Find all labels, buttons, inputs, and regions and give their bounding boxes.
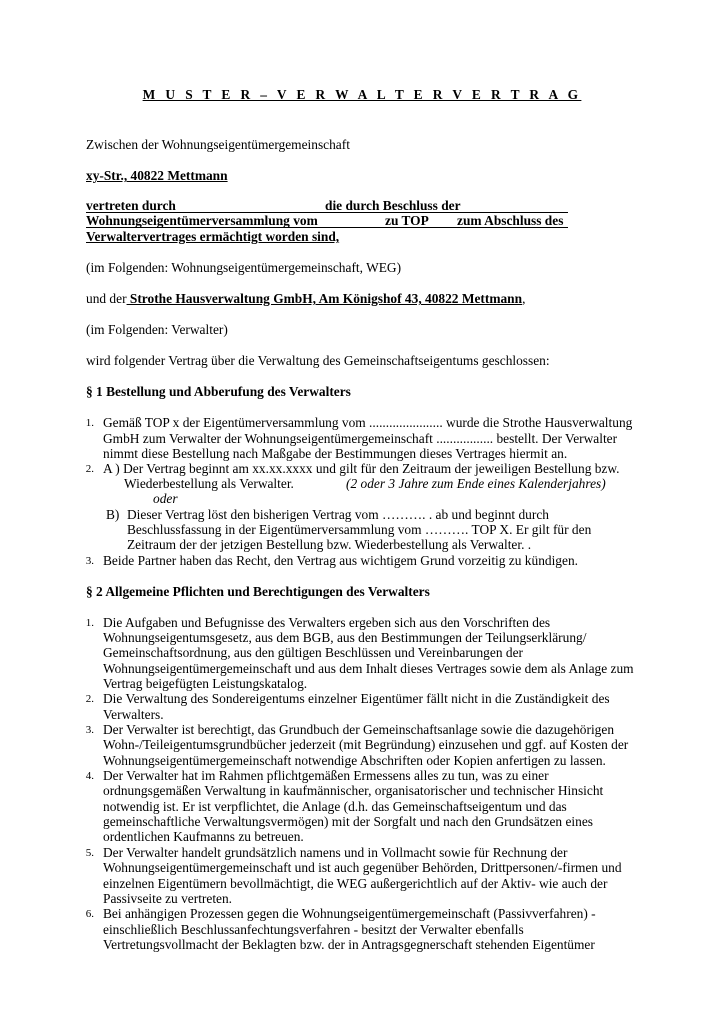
s2-item-number: 2. bbox=[85, 693, 94, 705]
folgend-verwalter: (im Folgenden: Verwalter) bbox=[86, 322, 228, 337]
vertreten-beschluss: die durch Beschluss der bbox=[325, 198, 461, 213]
s2-item-number: 1. bbox=[85, 617, 94, 629]
und-der-line bbox=[86, 291, 525, 306]
s2-item-line: Passivseite zu vertreten. bbox=[103, 891, 233, 906]
intro-between: Zwischen der Wohnungseigentümergemeinschaft bbox=[86, 137, 350, 152]
s2-item-line: notwendig ist. Er ist verpflichtet, die Anlage (d.h. das Gemeinschaftseigentum und das bbox=[103, 799, 567, 814]
s1-item-1-line-3: nimmt diese Bestellung nach Maßgabe der Bestimmungen dieses Vertrages hiermit an. bbox=[103, 446, 568, 461]
s1-item-2-number: 2. bbox=[85, 463, 94, 475]
section-2-heading: § 2 Allgemeine Pflichten und Berechtigungen des Verwalters bbox=[86, 584, 430, 599]
s1-item-2-note: (2 oder 3 Jahre zum Ende eines Kalenderjahres) bbox=[346, 476, 606, 491]
s1-item-3-number: 3. bbox=[85, 555, 94, 567]
top-label: zu TOP bbox=[385, 213, 429, 228]
s2-item-line: einzelnen Eigentümern bevollmächtigt, die WEG außergerichtlich auf der Aktiv- wie auch der bbox=[103, 876, 608, 891]
s2-item-line: einschließlich Beschlussanfechtungsverfahren - besitzt der Verwalter ebenfalls bbox=[103, 922, 524, 937]
s2-item-line: Wohnungseigentümergemeinschaft und aus dem Inhalt dieses Vertrages sowie dem als Anlage zum bbox=[103, 661, 634, 676]
s2-item-number: 4. bbox=[85, 770, 94, 782]
versammlung-label: Wohnungseigentümerversammlung vom bbox=[86, 213, 318, 228]
vertreten-line-1 bbox=[86, 198, 568, 213]
s2-item-line: ordnungsgemäßen Verwaltung in kaufmännischer, organisatorischer und technischer Hinsicht bbox=[103, 783, 604, 798]
s2-item-line: gemeinschaftliche Verwaltungsvermögen) mit der Sorgfalt und nach den Grundsätzen eines bbox=[103, 814, 593, 829]
s2-item-line: Der Verwalter hat im Rahmen pflichtgemäßen Ermessens alles zu tun, was zu einer bbox=[103, 768, 549, 783]
s2-item-line: Gemeinschaftsordnung, aus den gültigen Beschlüssen und Vereinbarungen der bbox=[103, 645, 523, 660]
vertrag-sentence: wird folgender Vertrag über die Verwaltung des Gemeinschaftseigentums geschlossen: bbox=[86, 353, 550, 368]
s2-item-line: Verwalters. bbox=[103, 707, 164, 722]
vertreten-line-3: Verwaltervertrages ermächtigt worden sind, bbox=[86, 229, 340, 244]
s2-item-line: Bei anhängigen Prozessen gegen die Wohnungseigentümergemeinschaft (Passivverfahren) - bbox=[103, 906, 596, 921]
s1-item-3-line-1: Beide Partner haben das Recht, den Vertrag aus wichtigem Grund vorzeitig zu kündigen. bbox=[103, 553, 578, 568]
s2-item-line: Vertrag beigefügten Leistungskatalog. bbox=[103, 676, 308, 691]
s1-item-2-line-1: A ) Der Vertrag beginnt am xx.xx.xxxx und gilt für den Zeitraum der jeweiligen Bestellung bzw. bbox=[103, 461, 620, 476]
s1-item-1-line-1: Gemäß TOP x der Eigentümerversammlung vom ...................... wurde die Strothe Hausverwaltung bbox=[103, 415, 633, 430]
s2-item-line: Die Aufgaben und Befugnisse des Verwalters ergeben sich aus den Vorschriften des bbox=[103, 615, 551, 630]
s1-item-2-oder: oder bbox=[153, 491, 178, 506]
vertreten-label: vertreten durch bbox=[86, 198, 176, 213]
s1-item-2-b-line-2: Beschlussfassung in der Eigentümerversammlung vom ………. TOP X. Er gilt für den bbox=[127, 522, 592, 537]
document-title: M U S T E R – V E R W A L T E R V E R T R A G bbox=[142, 87, 582, 102]
firm-name: Strothe Hausverwaltung GmbH, Am Königshof 43, 40822 Mettmann bbox=[126, 291, 523, 306]
abschluss-label: zum Abschluss des bbox=[457, 213, 564, 228]
intro-address: xy-Str., 40822 Mettmann bbox=[86, 168, 228, 183]
s2-item-line: Wohnungseigentümergemeinschaft notwendige Abschriften oder Kopien anfertigen zu lassen. bbox=[103, 753, 606, 768]
s2-item-line: Die Verwaltung des Sondereigentums einzelner Eigentümer fällt nicht in die Zuständigkeit des bbox=[103, 691, 610, 706]
s1-item-2-b-label: B) bbox=[106, 507, 120, 522]
s2-item-line: Der Verwalter ist berechtigt, das Grundbuch der Gemeinschaftsanlage sowie die dazugehörigen bbox=[103, 722, 615, 737]
s2-item-line: ordentlichen Kaufmanns zu betreuen. bbox=[103, 829, 304, 844]
s1-item-2-line-2: Wiederbestellung als Verwalter. bbox=[124, 476, 294, 491]
und-der: und der bbox=[86, 291, 127, 306]
s2-item-number: 3. bbox=[85, 724, 94, 736]
s2-item-line: Wohnungseigentümergemeinschaft und ist auch gegenüber Behörden, Drittpersonen/-firmen und bbox=[103, 860, 622, 875]
s2-item-number: 6. bbox=[85, 908, 94, 920]
s1-item-2-b-line-3: Zeitraum der der jetzigen Bestellung bzw. Wiederbestellung als Verwalter. . bbox=[127, 537, 532, 552]
s1-item-2-b-line-1: Dieser Vertrag löst den bisherigen Vertrag vom ………. . ab und beginnt durch bbox=[127, 507, 549, 522]
s2-item-line: Wohnungseigentumsgesetz, aus dem BGB, aus den Bestimmungen der Teilungserklärung/ bbox=[103, 630, 587, 645]
s1-item-1-number: 1. bbox=[85, 417, 94, 429]
firm-comma: , bbox=[522, 291, 526, 306]
section-1-heading: § 1 Bestellung und Abberufung des Verwalters bbox=[86, 384, 351, 399]
vertreten-line-2 bbox=[86, 213, 568, 228]
s2-item-line: Wohn-/Teileigentumsgrundbücher jederzeit (mit Begründung) einzusehen und ggf. auf Kosten der bbox=[103, 737, 629, 752]
s1-item-1-line-2: GmbH zum Verwalter der Wohnungseigentümergemeinschaft ................. bestellt. Der Verwalter bbox=[103, 431, 618, 446]
folgend-weg: (im Folgenden: Wohnungseigentümergemeinschaft, WEG) bbox=[86, 260, 402, 275]
s2-item-line: Der Verwalter handelt grundsätzlich namens und in Vollmacht sowie für Rechnung der bbox=[103, 845, 568, 860]
s2-item-line: Vertretungsvollmacht der Beklagten bzw. der in Antragsgegnerschaft stehenden Eigentümer bbox=[103, 937, 595, 952]
s2-item-number: 5. bbox=[85, 847, 94, 859]
